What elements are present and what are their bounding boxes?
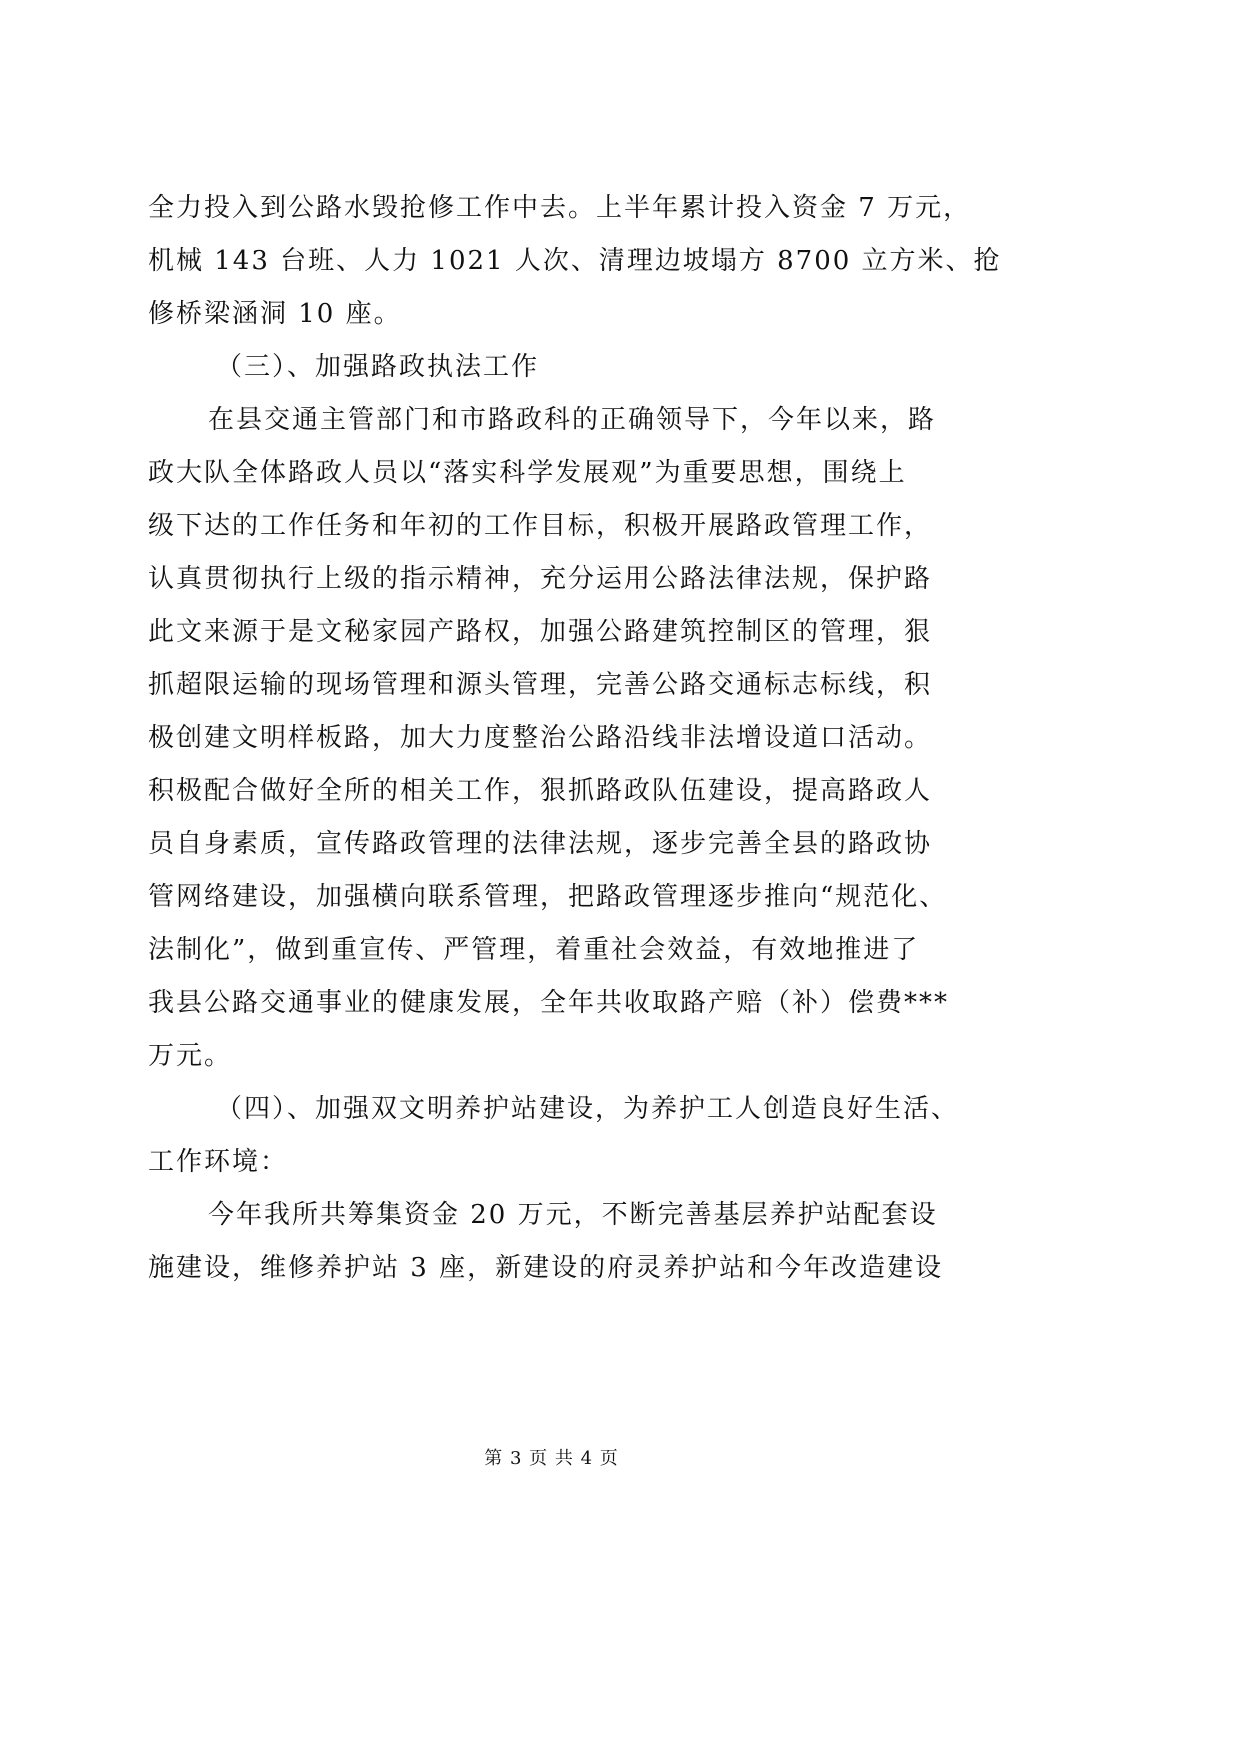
paragraph-line: 级下达的工作任务和年初的工作目标，积极开展路政管理工作， xyxy=(148,511,933,541)
paragraph-line: 此文来源于是文秘家园产路权，加强公路建筑控制区的管理，狠 xyxy=(148,617,933,647)
paragraph-line: 我县公路交通事业的健康发展，全年共收取路产赔（补）偿费*** xyxy=(148,988,950,1018)
paragraph-line: 员自身素质，宣传路政管理的法律法规，逐步完善全县的路政协 xyxy=(148,829,933,859)
paragraph-line: 今年我所共筹集资金 20 万元，不断完善基层养护站配套设 xyxy=(208,1200,938,1230)
paragraph-line: 管网络建设，加强横向联系管理，把路政管理逐步推向“规范化、 xyxy=(148,882,948,912)
paragraph-line: 工作环境： xyxy=(148,1147,289,1177)
section-heading-4: （四）、加强双文明养护站建设，为养护工人创造良好生活、 xyxy=(216,1094,960,1124)
paragraph-line: 修桥梁涵洞 10 座。 xyxy=(148,299,402,329)
paragraph-line: 积极配合做好全所的相关工作，狠抓路政队伍建设，提高路政人 xyxy=(148,776,933,806)
paragraph-line: 抓超限运输的现场管理和源头管理，完善公路交通标志标线，积 xyxy=(148,670,933,700)
document-body xyxy=(148,182,1002,1295)
paragraph-line: 机械 143 台班、人力 1021 人次、清理边坡塌方 8700 立方米、抢 xyxy=(148,246,1002,276)
paragraph-line: 极创建文明样板路，加大力度整治公路沿线非法增设道口活动。 xyxy=(148,723,933,753)
paragraph-line: 万元。 xyxy=(148,1041,233,1071)
paragraph-line: 认真贯彻执行上级的指示精神，充分运用公路法律法规，保护路 xyxy=(148,564,933,594)
page-number-footer: 第 3 页 共 4 页 xyxy=(484,1448,619,1469)
paragraph-line: 施建设，维修养护站 3 座，新建设的府灵养护站和今年改造建设 xyxy=(148,1253,944,1283)
section-heading-3: （三）、加强路政执法工作 xyxy=(216,352,540,382)
paragraph-line: 政大队全体路政人员以“落实科学发展观”为重要思想，围绕上 xyxy=(148,458,907,488)
paragraph-line: 全力投入到公路水毁抢修工作中去。上半年累计投入资金 7 万元， xyxy=(148,193,972,223)
paragraph-line: 法制化”，做到重宣传、严管理，着重社会效益，有效地推进了 xyxy=(148,935,920,965)
paragraph-line: 在县交通主管部门和市路政科的正确领导下，今年以来，路 xyxy=(208,405,937,435)
